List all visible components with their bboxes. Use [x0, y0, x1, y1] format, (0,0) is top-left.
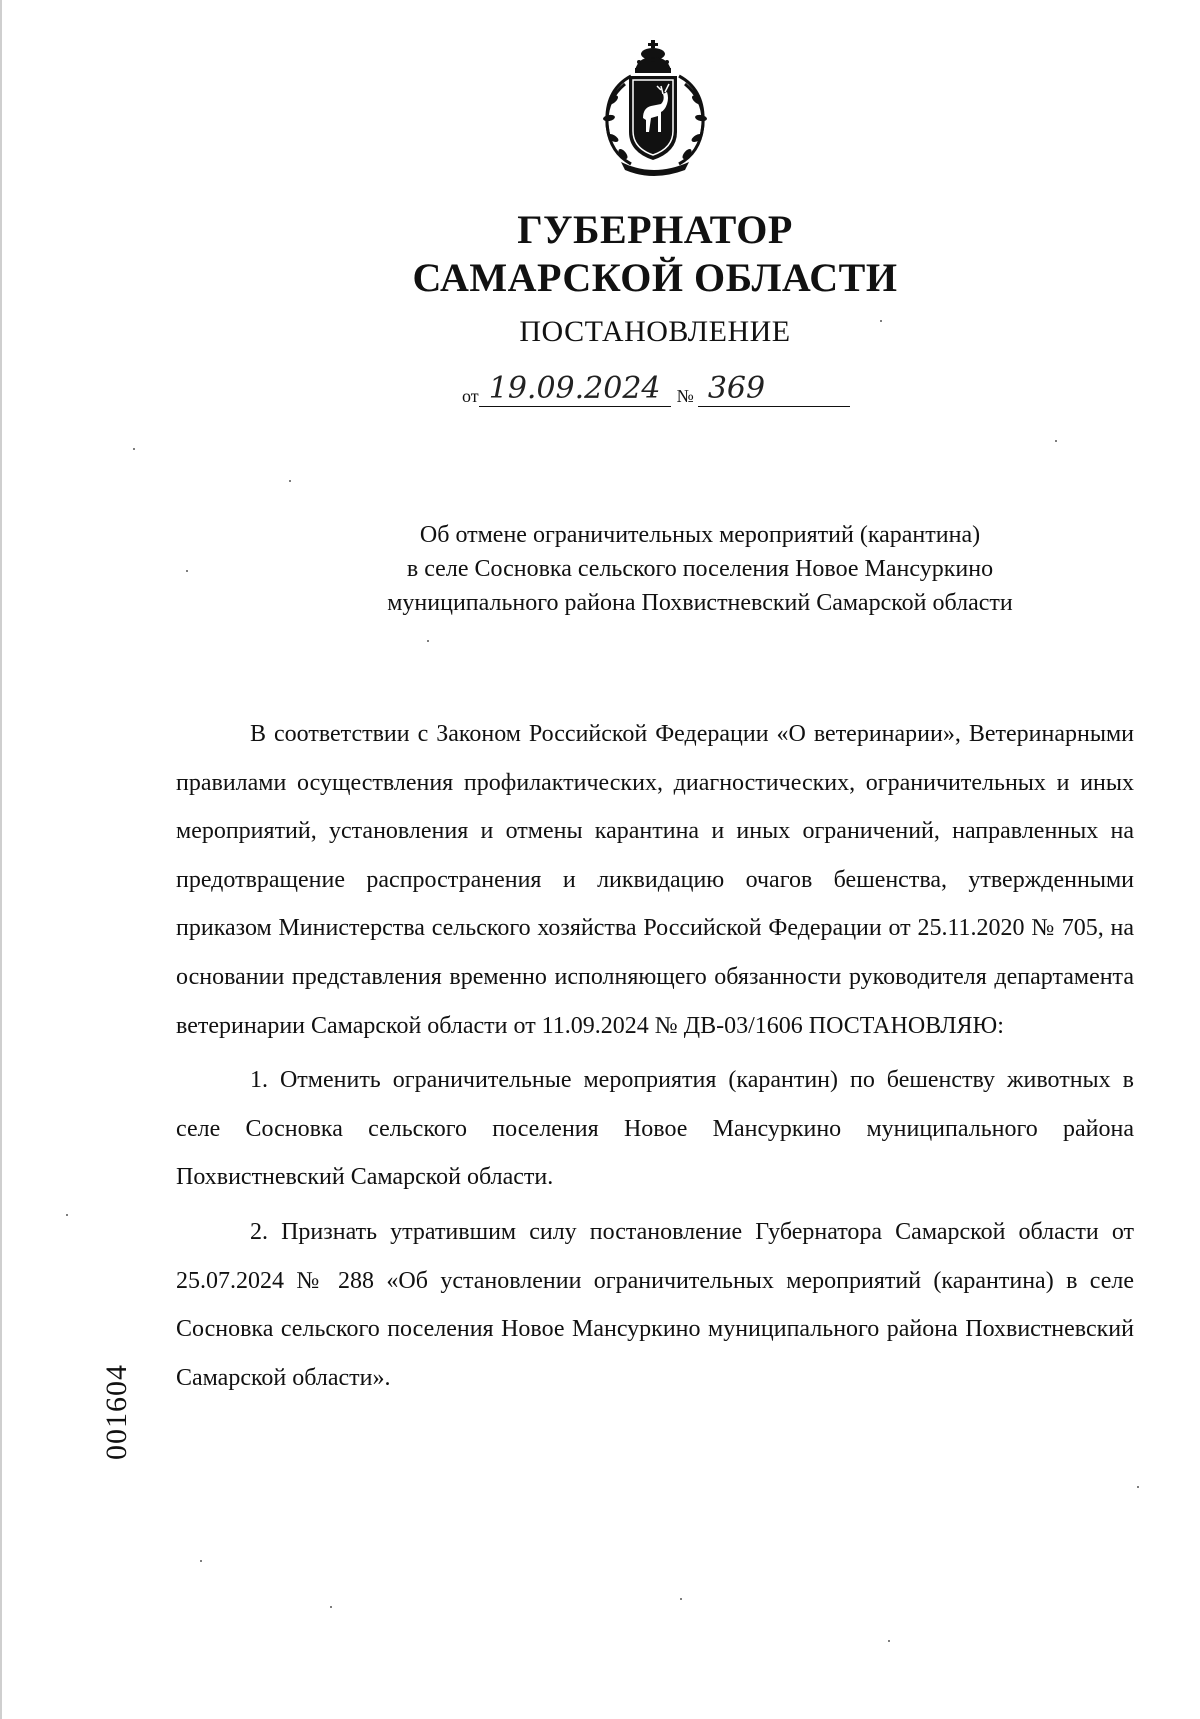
item-1-paragraph: 1. Отменить ограничительные мероприятия (карантин) по бешенству животных в селе Сосновка сельского поселения Новое Мансуркино муниципального района Похвистневский Самарской области.	[176, 1067, 1134, 1191]
scan-speck	[330, 1606, 332, 1608]
date-label: от	[462, 386, 479, 406]
scan-speck	[680, 1598, 682, 1600]
document-date: 19.09.2024	[479, 372, 671, 407]
issuer-title-line1: ГУБЕРНАТОР	[517, 207, 793, 252]
side-serial-number: 001604	[100, 1364, 133, 1460]
registration-line	[462, 372, 850, 412]
scan-speck	[888, 1640, 890, 1642]
scan-speck	[1055, 440, 1057, 442]
document-type: ПОСТАНОВЛЕНИЕ	[519, 315, 791, 348]
scan-speck	[1137, 1486, 1139, 1488]
scan-edge	[0, 0, 2, 1719]
scan-speck	[427, 640, 429, 642]
scan-speck	[186, 570, 188, 572]
subject-line2: в селе Сосновка сельского поселения Новое Мансуркино	[406, 556, 994, 582]
scan-speck	[289, 480, 291, 482]
preamble-paragraph: В соответствии с Законом Российской Федерации «О ветеринарии», Ветеринарными правилами осуществления профилактических, диагностических, ограничительных и иных мероприятий, установления и отмены карантина и иных ограничений, направленных на предотвращение распространения и ликвидацию очагов бешенства, утвержденными приказом Министерства сельского хозяйства Российской Федерации от 25.11.2020 № 705, на основании представления временно исполняющего обязанности руководителя департамента ветеринарии Самарской области от 11.09.2024 № ДВ-03/1606 ПОСТАНОВЛЯЮ:	[176, 721, 1134, 1039]
scan-speck	[200, 1560, 202, 1562]
issuer-title-line2: САМАРСКОЙ ОБЛАСТИ	[412, 255, 898, 300]
scan-speck	[66, 1214, 68, 1216]
subject-line1: Об отмене ограничительных мероприятий (карантина)	[419, 522, 981, 548]
scan-speck	[880, 320, 882, 322]
number-label: №	[676, 386, 694, 406]
scan-speck	[133, 448, 135, 450]
subject-line3: муниципального района Похвистневский Самарской области	[387, 590, 1013, 616]
coat-of-arms-icon	[591, 40, 719, 178]
document-subject	[290, 518, 1110, 620]
document-number: 369	[698, 372, 850, 407]
document-body	[176, 710, 1134, 1402]
item-2-paragraph: 2. Признать утратившим силу постановление Губернатора Самарской области от 25.07.2024 № 288 «Об установлении ограничительных мероприятий (карантина) в селе Сосновка сельского поселения Новое Мансуркино муниципального района Похвистневский Самарской области».	[176, 1218, 1134, 1391]
issuer-title	[55, 206, 1200, 302]
